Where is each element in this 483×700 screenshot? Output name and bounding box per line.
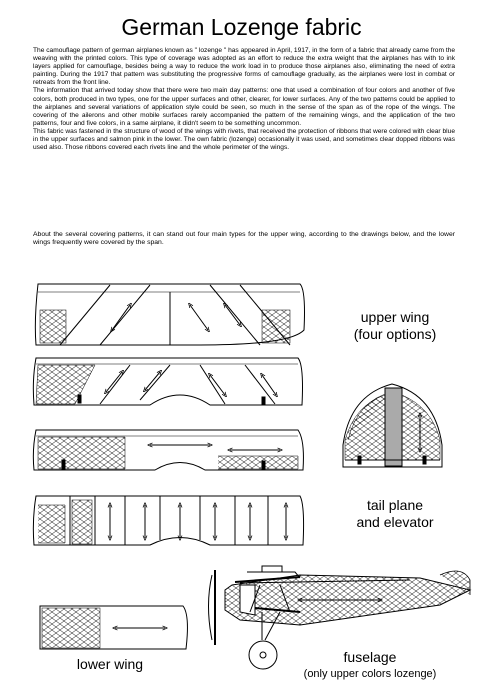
lower-wing-label: lower wing [76,656,144,672]
page-title: German Lozenge fabric [121,14,362,40]
tail-label-line1: tail plane [366,497,424,513]
lower-wing-diagram [40,606,187,649]
upper-wing-option-4 [33,496,303,545]
paragraph-2: The information that arrived today show that there were two main day patterns: one that used a combination of four colors and another of five colors, both produced in two types, one for the upper surfaces and other, clearer, for lower surfaces. Any of the two patterns could be applied to the airplanes and several variations of application style could be seen, so much in the sense of the span as of the rope of the wings. The covering of the ailerons and other mobile surfaces rarely accompanied the pattern of the remaining wings, and the application of the two patterns, four and five colors, in a same airplane, it didn't seem to be something uncommon. [33,87,455,127]
upper-wing-label-line1: upper wing [360,309,430,325]
paragraph-1: The camouflage pattern of german airplanes known as " lozenge " has appeared in April, 1917, in the form of a fabric that already came from the weaving with the printed colors. This type of coverage was adopted as an effort to reduce the extra weight that the airplanes has with to ink layers applied for camouflage, besides being a way to reduce the work load in to produce those airplanes also, eliminating the need of extra painting. During the 1917 that pattern was substituting the progressive forms of camouflage gradually, as the airplanes were lost in combat or retreats from the front line. [33,47,455,87]
upper-wing-option-2 [33,358,302,405]
upper-wing-label [320,309,470,343]
upper-wing-option-3 [33,430,303,470]
upper-wing-label-line2: (four options) [353,326,437,342]
tail-label-line2: and elevator [356,514,434,530]
tail-plane-diagram [343,384,442,467]
paragraph-3: This fabric was fastened in the structure of wood of the wings with rivets, that received the protection of ribbons that were colored with clear blue in the upper surfaces and salmon pink in the lower. The own fabric (lozenge) occasionally it was used, and sometimes clear dopped ribbons was used also. Those ribbons covered each rivets line and the whole perimeter of the wings. [33,127,455,152]
upper-wing-option-1 [35,284,304,345]
intro-text: About the several covering patterns, it can stand out four main types for the upper wing, according to the drawings below, and the lower wings frequently were covered by the span. [33,231,455,247]
fuselage-label-line2: (only upper colors lozenge) [303,668,437,680]
fuselage-label-line1: fuselage [343,649,397,665]
fuselage-label [270,649,470,683]
tail-label [320,497,470,531]
